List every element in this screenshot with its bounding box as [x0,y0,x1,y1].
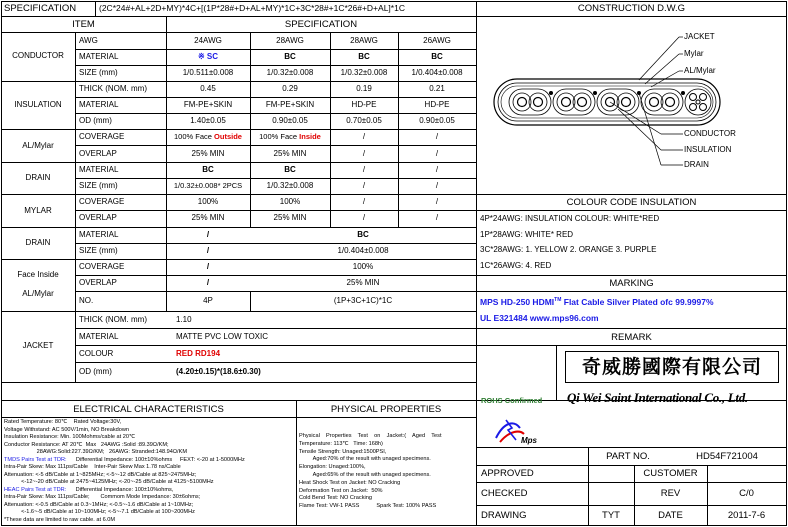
item-header: ITEM [72,19,95,30]
electrical-line: Voltage Withstand: AC 500V/1min, NO Breakdown [4,426,129,433]
conductor-size-2: 1/0.32±0.008 [266,68,314,77]
colour-code-title: COLOUR CODE INSULATION [566,197,697,208]
electrical-line: Conductor Resistance: AT 20℃ Max 24AWG :Solid :89.39Ω/KM; [4,441,169,448]
physical-line: Deformation Test on Jacket: 50% [299,487,383,494]
insulation-material-3: HD-PE [351,100,377,109]
face-coverage-a: / [206,262,210,271]
conductor-material-1: ※ SC [197,52,219,61]
label-jacket-material: MATERIAL [79,332,119,341]
insulation-thick-1: 0.45 [200,84,216,93]
rev-label: REV [660,488,681,499]
label-dwg-jacket: JACKET [684,32,715,41]
checked-label: CHECKED [481,488,528,499]
electrical-title: ELECTRICAL CHARACTERISTICS [73,404,224,415]
physical-line: Heat Shock Test on Jacket: NO Cracking [299,479,401,486]
colour-code-line-4: 1C*26AWG: 4. RED [480,261,552,270]
conductor-material-4: BC [431,52,443,61]
drain-size-4: / [435,181,439,190]
drain2-material-a: / [206,230,210,239]
insulation-material-1: FM-PE+SKIN [183,100,233,109]
conductor-material-2: BC [284,52,296,61]
customer-label: CUSTOMER [643,468,698,479]
date-value: 2011-7-6 [727,510,766,521]
electrical-line: HEAC Pairs Test at TDR: Differential Impedance: 100±10%ohms, [4,486,174,493]
jacket-thick: 1.10 [176,315,192,324]
group-conductor: CONDUCTOR [12,51,64,60]
drain-material-2: BC [284,165,296,174]
label-mylar-coverage: COVERAGE [79,197,125,206]
marking-title: MARKING [609,278,654,289]
group-drain-outer: DRAIN [25,238,51,247]
label-insulation-material: MATERIAL [79,100,119,109]
marking-line-1: MPS HD-250 HDMI™ Flat Cable Silver Plated ofc 99.9997% [480,297,714,307]
drain-material-4: / [435,165,439,174]
physical-lines [299,433,474,511]
drawer-name: TYT [602,510,620,521]
face-no-a: 4P [203,296,213,305]
insulation-material-2: FM-PE+SKIN [265,100,315,109]
label-drain-material: MATERIAL [79,165,119,174]
insulation-material-4: HD-PE [424,100,450,109]
physical-title: PHYSICAL PROPERTIES [330,404,442,415]
label-conductor-material: MATERIAL [79,52,119,61]
mylar-overlap-1: 25% MIN [191,213,225,222]
label-face-coverage: COVERAGE [79,262,125,271]
insulation-od-2: 0.90±0.05 [272,116,308,125]
drain2-size-a: / [206,246,210,255]
spec-label: SPECIFICATION [4,3,77,14]
group-mylar: MYLAR [24,206,52,215]
colour-code-line-2: 1P*28AWG: WHITE* RED [480,230,574,239]
group-jacket: JACKET [22,341,54,350]
insulation-thick-3: 0.19 [356,84,372,93]
face-overlap-a: / [206,278,210,287]
company-cn: 奇威勝國際有限公司 [581,356,762,378]
electrical-line: Rated Temperature: 80℃ Rated Voltage:30V, [4,419,122,425]
jacket-colour: RED RD194 [176,349,221,358]
colour-code-line-3: 3C*28AWG: 1. YELLOW 2. ORANGE 3. PURPLE [480,245,657,254]
electrical-line: Intra-Pair Skew: Max 111ps/Cable Inter-Pair Skew Max 1.78 ns/Cable [4,464,181,470]
mylar-overlap-3: / [362,213,366,222]
mylar-overlap-4: / [435,213,439,222]
electrical-line: <-1.6~-5 dB/Cable at 10~100MHz; <-5~-7.1 dB/Cable at 100~200MHz [4,509,195,515]
physical-line: Temperature: 113℃ Time: 168h) [299,440,383,447]
insulation-thick-2: 0.29 [282,84,298,93]
awg-col-1: 24AWG [194,36,222,45]
drain-size-3: / [362,181,366,190]
construction-title: CONSTRUCTION D.W.G [577,3,686,14]
face-no-b: (1P+3C+1C)*1C [333,296,393,305]
rohs-confirmed: ROHS Confirmed [481,396,543,405]
conductor-size-3: 1/0.32±0.008 [340,68,388,77]
marking-line-2: UL E321484 www.mps96.com [480,313,599,323]
colour-code-line-1: 4P*24AWG: INSULATION COLOUR: WHITE*RED [480,214,660,223]
al-coverage-2: 100% Face Inside [259,132,321,141]
al-overlap-4: / [435,149,439,158]
label-dwg-insulation: INSULATION [684,145,732,154]
physical-line: Cold Bend Test: NO Cracking [299,495,372,502]
rev-value: C/0 [739,488,754,499]
al-overlap-2: 25% MIN [273,149,307,158]
group-face-inside-line1: Face Inside [17,270,59,279]
awg-col-4: 26AWG [423,36,451,45]
mylar-coverage-2: 100% [279,197,301,206]
label-conductor-size: SIZE (mm) [79,68,118,77]
conductor-material-3: BC [358,52,370,61]
face-overlap-b: 25% MIN [346,278,380,287]
al-coverage-4: / [435,132,439,141]
date-label: DATE [658,510,683,521]
physical-line: Elongation: Unaged:100%, [299,464,366,471]
approved-label: APPROVED [481,468,534,479]
label-insulation-thick: THICK (NOM. mm) [79,84,147,93]
drain2-size-b: 1/0.404±0.008 [337,246,389,255]
label-awg: AWG [79,36,98,45]
group-face-inside-line2: AL/Mylar [22,289,54,298]
label-jacket-thick: THICK (NOM. mm) [79,315,147,324]
drain-size-1: 1/0.32±0.008* 2PCS [173,181,243,190]
al-coverage-1: 100% Face Outside [174,132,242,141]
cable-cross-section [477,17,786,193]
conductor-size-4: 1/0.404±0.008 [411,68,463,77]
electrical-line: <-12~-20 dB/Cable at 2475~4125MHz; <-20~-25 dB/Cable at 4125~5100MHz [4,479,214,485]
insulation-od-1: 1.40±0.05 [190,116,226,125]
jacket-material: MATTE PVC LOW TOXIC [176,332,269,341]
drain-material-3: / [362,165,366,174]
insulation-thick-4: 0.21 [429,84,445,93]
part-no-label: PART NO. [606,451,650,462]
electrical-line: Attenuation: <-0.5 dB/Cable at 0.3~1MHz; <-0.5~-1.6 dB/Cable at 1~10MHz; [4,501,194,508]
group-insulation: INSULATION [14,100,62,109]
company-en: Qi Wei Saint International Co., Ltd. [567,390,748,405]
logo-text: Mps [521,436,537,445]
al-overlap-1: 25% MIN [191,149,225,158]
mylar-coverage-4: / [435,197,439,206]
electrical-line: Attenuation: <-5 dB/Cable at 1~825MHz; <-5~-12 dB/Cable at 825~2475MHz; [4,471,197,478]
physical-line: Tensile Strength: Unaged:1500PSI, [299,448,387,455]
electrical-lines [4,419,294,524]
label-face-no: NO. [79,296,94,305]
electrical-line: TMDS Pairs Test at TDR: Differential Impedance: 100±10%ohms FEXT: <-20 at 1-5000MHz [4,456,245,463]
awg-col-2: 28AWG [276,36,304,45]
electrical-line: *These data are limited to raw cable. at 6.0M [4,516,115,523]
label-insulation-od: OD (mm) [79,116,112,125]
label-al-overlap: OVERLAP [79,149,117,158]
label-dwg-mylar: Mylar [684,49,704,58]
electrical-line: Insulation Resistance: Min. 100Mohms/cable at 20℃ [4,434,136,440]
spec-header: SPECIFICATION [284,19,358,30]
jacket-od: (4.20±0.15)*(18.6±0.30) [176,367,261,376]
label-drain2-material: MATERIAL [79,230,119,239]
physical-line: Flame Test: VW-1 PASS Spark Test: 100% PASS [299,503,437,510]
face-coverage-b: 100% [352,262,374,271]
label-jacket-od: OD (mm) [79,367,112,376]
label-drain-size: SIZE (mm) [79,181,118,190]
conductor-size-1: 1/0.511±0.008 [182,68,234,77]
drawing-label: DRAWING [481,510,527,521]
group-drain: DRAIN [25,173,51,182]
label-face-overlap: OVERLAP [79,278,117,287]
part-no-value: HD54F721004 [696,451,758,462]
insulation-od-3: 0.70±0.05 [346,116,382,125]
label-al-coverage: COVERAGE [79,132,125,141]
label-dwg-conductor: CONDUCTOR [684,129,736,138]
label-dwg-al-mylar: AL/Mylar [684,66,716,75]
mylar-coverage-3: / [362,197,366,206]
electrical-line: Intra-Pair Skew: Max 111ps/Cable; Commom Mode Impedance: 30±6ohms; [4,494,201,500]
mylar-overlap-2: 25% MIN [273,213,307,222]
al-overlap-3: / [362,149,366,158]
spec-formula: (2C*24#+AL+2D+MY)*4C+[(1P*28#+D+AL+MY)*1C+3C*28#+1C*26#+D+AL]*1C [99,3,405,13]
label-drain2-size: SIZE (mm) [79,246,118,255]
label-dwg-drain: DRAIN [684,160,709,169]
mylar-coverage-1: 100% [197,197,219,206]
label-mylar-overlap: OVERLAP [79,213,117,222]
physical-line: Physical Properties Test on Jacket:( Aged Test [299,433,442,439]
remark-title: REMARK [611,332,652,343]
company-cn-box [565,351,779,383]
label-jacket-colour: COLOUR [79,349,114,358]
physical-line: Aged:70% of the result with unaged specimens. [299,456,431,463]
drain-material-1: BC [202,165,214,174]
physical-line: Aged:65% of the result with unaged specimens. [299,471,431,478]
mps-logo [490,416,550,446]
drain-size-2: 1/0.32±0.008 [266,181,314,190]
electrical-line: 28AWG:Solid:227.39Ω/KM; 26AWG: Stranded:148.94Ω/KM [4,449,187,455]
drain2-material-b: BC [357,230,369,239]
group-al-mylar: AL/Mylar [22,141,54,150]
al-coverage-3: / [362,132,366,141]
awg-col-3: 28AWG [350,36,378,45]
insulation-od-4: 0.90±0.05 [419,116,455,125]
